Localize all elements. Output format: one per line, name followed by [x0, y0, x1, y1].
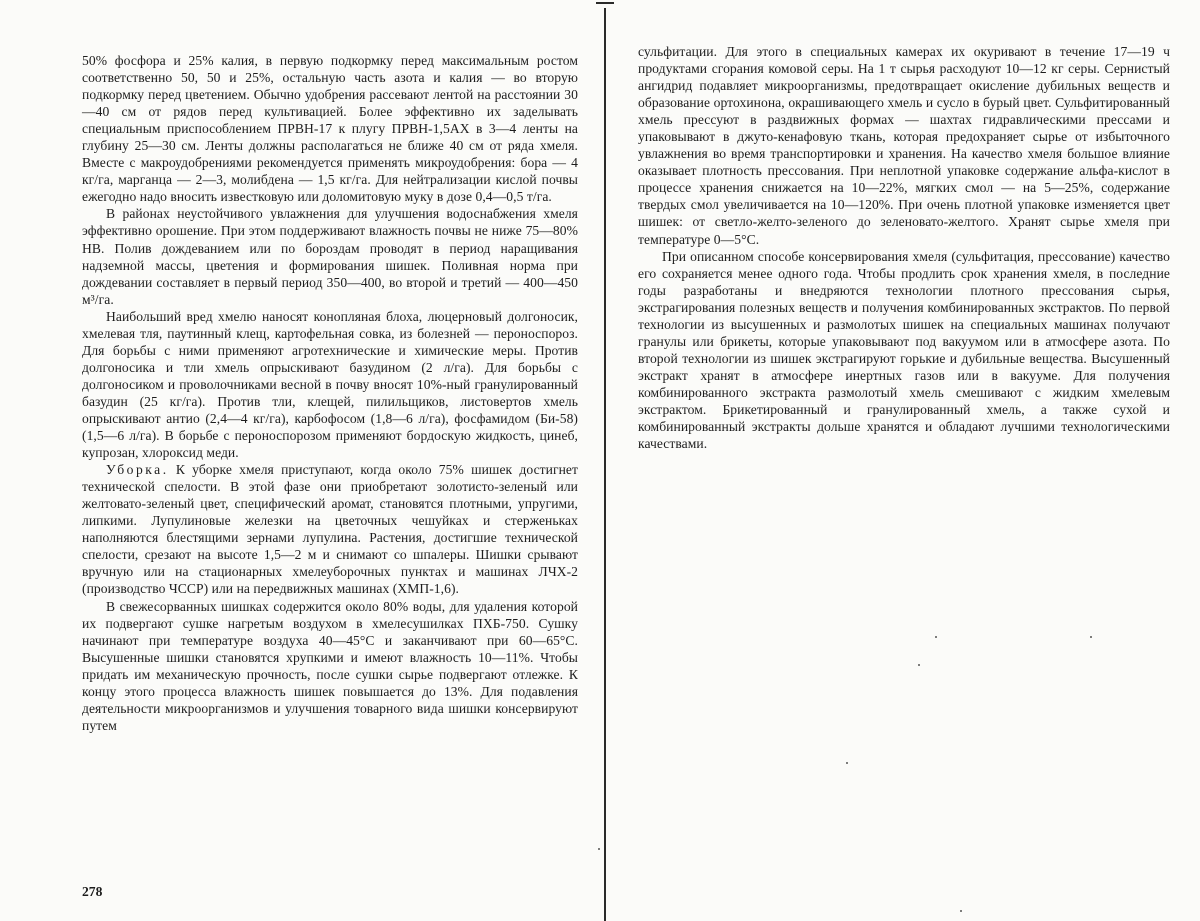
- paragraph: [82, 461, 578, 597]
- scan-speck: [960, 910, 962, 912]
- paragraph-body: К уборке хмеля приступают, когда около 75% шишек достигнет технической спелости. В этой фазе они приобретают золотисто-зеленый или желтовато-зеленый цвет, специфический аромат, становятся плотными, упругими, липкими. Лупулиновые железки на цветочных чешуйках и стерженьках наполняются блестящими зернами лупулина. Растения, достигшие технической спелости, срезают на высоте 1,5—2 м и снимают со шпалеры. Шишки срывают вручную или на стационарных хмелеуборочных пунктах и машинах ЛЧХ-2 (производство ЧССР) или на передвижных машинах (ХМП-1,6).: [82, 462, 578, 597]
- right-page-text: [638, 43, 1170, 452]
- right-page: [608, 0, 1200, 921]
- section-lead: Уборка.: [106, 462, 169, 478]
- paragraph: 50% фосфора и 25% калия, в первую подкормку перед максимальным ростом соответственно 50, 50 и 25%, остальную часть азота и калия — во вторую подкормку перед цветением. Обычно удобрения рассевают лентой на расстоянии 30—40 см от рядов перед культивацией. Более эффективно их заделывать специальным приспособлением ПРВН-17 к плугу ПРВН-1,5АХ в 3—4 ленты на глубину 25—30 см. Ленты должны располагаться не ближе 40 см от ряда хмеля. Вместе с макроудобрениями рекомендуется применять микроудобрения: бора — 4 кг/га, марганца — 2—3, молибдена — 1,5 кг/га. Для нейтрализации кислой почвы ежегодно надо вносить известковую или доломитовую муку в дозе 0,4—0,5 т/га.: [82, 53, 578, 205]
- scan-speck: [935, 636, 937, 638]
- paragraph: сульфитации. Для этого в специальных камерах их окуривают в течение 17—19 ч продуктами сгорания комовой серы. На 1 т сырья расходуют 10—12 кг серы. Сернистый ангидрид подавляет микроорганизмы, предотвращает окисление дубильных веществ и образование ортохинона, окрашивающего хмель и сусло в бурый цвет. Сульфитированный хмель прессуют в раздвижных формах — шахтах гидравлическими прессами и упаковывают в джуто-кенафовую ткань, которая предохраняет сырье от избыточного увлажнения во время транспортировки и хранения. На качество хмеля большое влияние оказывает плотность прессования. При неплотной упаковке содержание альфа-кислот в процессе хранения снижается на 10—22%, мягких смол — на 5—25%, содержание твердых смол увеличивается на 10—120%. При очень плотной упаковке изменяется цвет шишек: от светло-желто-зеленого до зеленовато-желтого. Хранят сырье хмеля при температуре 0—5°С.: [638, 44, 1170, 247]
- scan-speck: [846, 762, 848, 764]
- paragraph: При описанном способе консервирования хмеля (сульфитация, прессование) качество его сохраняется менее одного года. Чтобы продлить срок хранения хмеля, в последние годы разработаны и внедряются технологии плотного прессования сырья, экстрагирования полезных веществ и получения комбинированных экстрактов. По первой технологии из высушенных и размолотых шишек на специальных машинах получают гранулы или брикеты, которые упаковывают под вакуумом или в атмосфере азота. По второй технологии из шишек экстрагируют горькие и дубильные вещества. Высушенный экстракт хранят в атмосфере инертных газов или в вакууме. Для получения комбинированного экстракта размолотый хмель смешивают с жидким хмелевым экстрактом. Брикетированный и гранулированный хмель, а также сухой и комбинированный экстракты дольше хранятся и обладают лучшими технологическими качествами.: [638, 248, 1170, 452]
- paragraph: Наибольший вред хмелю наносят конопляная блоха, люцерновый долгоносик, хмелевая тля, паутинный клещ, картофельная совка, из болезней — пероноспороз. Для борьбы с ними применяют агротехнические и химические меры. Против долгоносика и тли хмель опрыскивают базудином (2 л/га). Для борьбы с долгоносиком и проволочниками весной в почву вносят 10%-ный гранулированный базудин (25 кг/га). Против тли, клещей, пилильщиков, листовертов хмель опрыскивают антио (2,4—4 кг/га), карбофосом (1,8—6 л/га), фосфамидом (Би-58) (1,5—6 л/га). В борьбе с пероноспорозом применяют бордоскую жидкость, цинеб, купрозан, хлороксид меди.: [82, 308, 578, 461]
- page-number: 278: [82, 884, 103, 899]
- left-page-text: [82, 52, 578, 734]
- scan-speck: [598, 848, 600, 850]
- scan-speck: [1090, 636, 1092, 638]
- book-gutter: [604, 8, 606, 921]
- paragraph: В свежесорванных шишках содержится около 80% воды, для удаления которой их подвергают сушке нагретым воздухом в хмелесушилках ПХБ-750. Сушку начинают при температуре воздуха 40—45°С и заканчивают при 60—65°С. Высушенные шишки становятся хрупкими и имеют влажность 10—11%. Чтобы придать им механическую прочность, после сушки сырье подвергают отлежке. К концу этого процесса влажность шишек повышается до 13%. Для подавления деятельности микроорганизмов и улучшения товарного вида шишки консервируют путем: [82, 598, 578, 733]
- paragraph: В районах неустойчивого увлажнения для улучшения водоснабжения хмеля эффективно орошение. При этом поддерживают влажность почвы не ниже 75—80% НВ. Полив дождеванием или по бороздам проводят в период наращивания надземной массы, цветения и формирования шишек. Поливная норма при дождевании составляет в первый период 350—400, во второй и третий — 400—450 м³/га.: [82, 206, 578, 307]
- scan-speck: [918, 664, 920, 666]
